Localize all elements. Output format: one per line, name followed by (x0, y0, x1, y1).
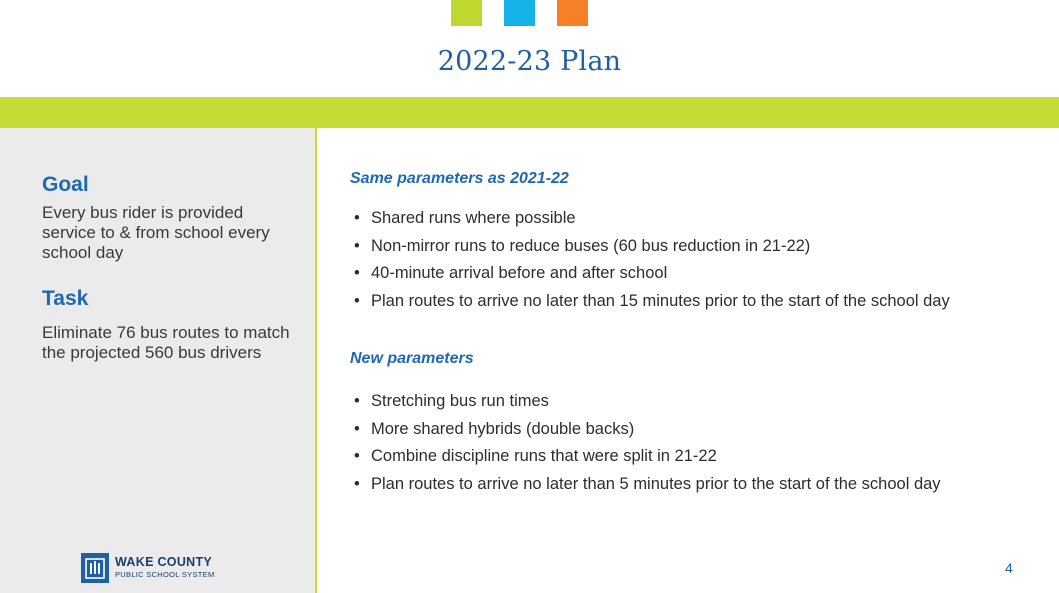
list-item: • Non-mirror runs to reduce buses (60 bus reduction in 21-22) (354, 236, 811, 255)
slide-title: 2022-23 Plan (437, 46, 622, 77)
logo-name: WAKE COUNTY (115, 555, 213, 569)
bullet-icon: • (354, 264, 360, 282)
accent-square-orange (557, 0, 588, 26)
bullet-icon: • (354, 392, 360, 410)
list-item: • Combine discipline runs that were split in 21-22 (354, 447, 717, 465)
bullet-icon: • (354, 447, 360, 465)
bullet-icon: • (354, 236, 360, 255)
list-item: • 40-minute arrival before and after school (354, 264, 668, 282)
logo-subtitle: PUBLIC SCHOOL SYSTEM (115, 570, 215, 579)
list-item: • Stretching bus run times (354, 392, 549, 410)
task-heading: Task (42, 287, 89, 310)
sidebar-panel (0, 128, 317, 593)
accent-square-green (451, 0, 482, 26)
goal-heading: Goal (42, 173, 89, 196)
task-text: Eliminate 76 bus routes to match the projected 560 bus drivers (42, 323, 290, 362)
accent-square-blue (504, 0, 535, 26)
same-parameters-list (354, 209, 950, 319)
header-band (0, 97, 1059, 128)
bullet-icon: • (354, 474, 360, 493)
page-number: 4 (1005, 560, 1013, 576)
new-parameters-list (354, 392, 941, 502)
section-heading-same-parameters: Same parameters as 2021-22 (350, 170, 569, 187)
section-heading-new-parameters: New parameters (350, 350, 474, 367)
bullet-icon: • (354, 419, 360, 438)
bullet-icon: • (354, 209, 360, 227)
goal-text: Every bus rider is provided service to & from school every school day (42, 203, 270, 262)
list-item: • Shared runs where possible (354, 209, 576, 227)
building-icon (81, 553, 109, 583)
bullet-icon: • (354, 291, 360, 310)
list-item: • Plan routes to arrive no later than 5 minutes prior to the start of the school day (354, 474, 941, 493)
list-item: • More shared hybrids (double backs) (354, 419, 635, 438)
list-item: • Plan routes to arrive no later than 15 minutes prior to the start of the school day (354, 291, 950, 310)
